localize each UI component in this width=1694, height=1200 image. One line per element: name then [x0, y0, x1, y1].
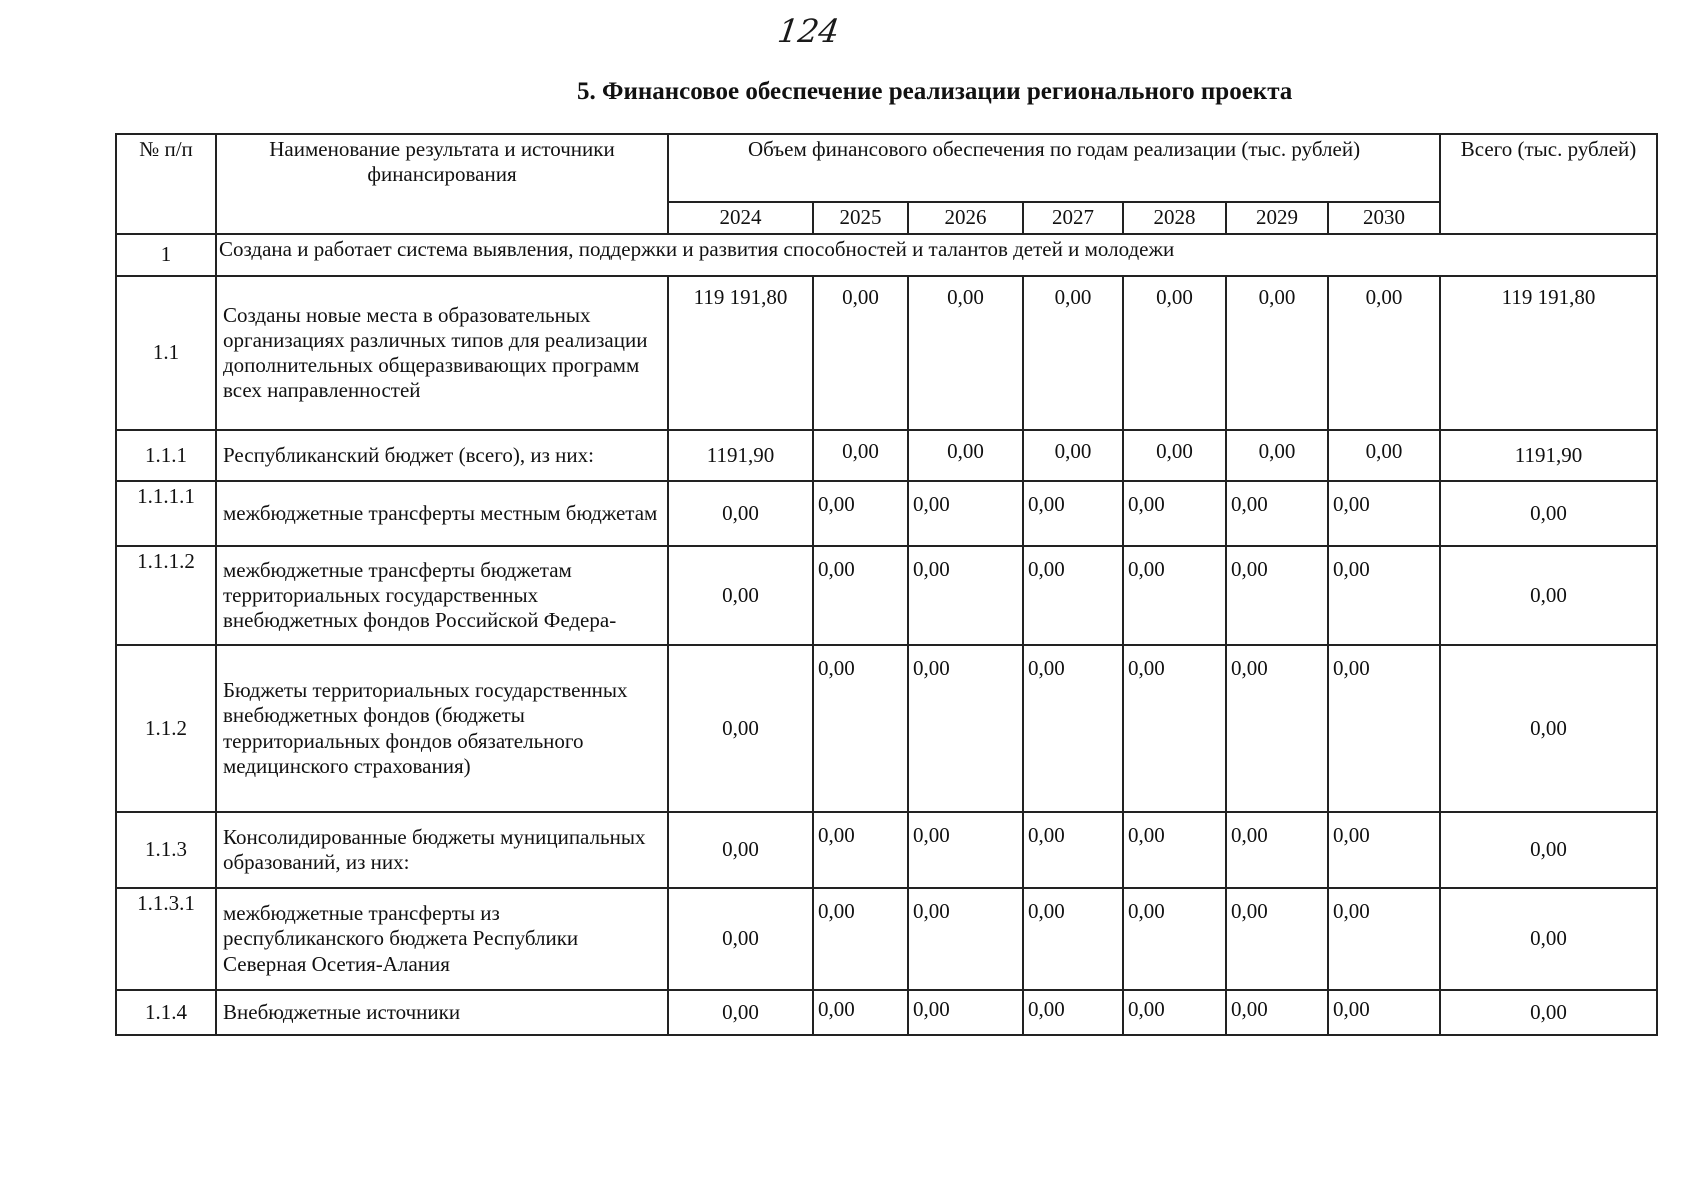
row-value: 0,00 — [1328, 546, 1440, 645]
header-year: 2026 — [908, 202, 1023, 234]
section-name: Создана и работает система выявления, поддержки и развития способностей и талантов детей и молодежи — [216, 234, 1657, 276]
row-value: 0,00 — [1023, 276, 1123, 430]
row-name: Созданы новые места в образовательных организациях различных типов для реализации дополнительных общеразвивающих программ всех направленностей — [216, 276, 668, 430]
row-value: 0,00 — [1123, 546, 1226, 645]
section-row — [116, 234, 1657, 276]
row-name: межбюджетные трансферты из республиканского бюджета Республики Северная Осетия-Алания — [216, 888, 668, 990]
row-value: 0,00 — [1226, 430, 1328, 481]
row-value: 0,00 — [668, 812, 813, 888]
row-value: 0,00 — [813, 430, 908, 481]
row-total: 0,00 — [1440, 645, 1657, 812]
row-value: 0,00 — [668, 888, 813, 990]
table-row — [116, 990, 1657, 1035]
row-num: 1.1.3 — [116, 812, 216, 888]
row-value: 0,00 — [1226, 546, 1328, 645]
row-value: 0,00 — [1023, 481, 1123, 546]
row-value: 0,00 — [813, 481, 908, 546]
row-value: 0,00 — [813, 546, 908, 645]
row-num: 1.1.1.1 — [116, 481, 216, 546]
row-total: 1191,90 — [1440, 430, 1657, 481]
table-row — [116, 546, 1657, 645]
row-value: 0,00 — [1123, 430, 1226, 481]
table-row — [116, 888, 1657, 990]
row-value: 0,00 — [1123, 276, 1226, 430]
header-year: 2028 — [1123, 202, 1226, 234]
table-row — [116, 812, 1657, 888]
row-total: 0,00 — [1440, 481, 1657, 546]
row-value: 0,00 — [1123, 888, 1226, 990]
row-num: 1.1 — [116, 276, 216, 430]
row-value: 1191,90 — [668, 430, 813, 481]
row-name: Консолидированные бюджеты муниципальных образований, из них: — [216, 812, 668, 888]
row-value: 0,00 — [1226, 990, 1328, 1035]
row-num: 1.1.3.1 — [116, 888, 216, 990]
row-value: 0,00 — [813, 990, 908, 1035]
row-value: 0,00 — [908, 481, 1023, 546]
row-value: 0,00 — [1023, 546, 1123, 645]
header-year: 2027 — [1023, 202, 1123, 234]
row-value: 0,00 — [908, 888, 1023, 990]
row-value: 0,00 — [813, 645, 908, 812]
row-value: 0,00 — [668, 645, 813, 812]
table-row — [116, 645, 1657, 812]
financing-table — [115, 133, 1658, 1036]
row-value: 0,00 — [1328, 812, 1440, 888]
row-value: 0,00 — [1328, 276, 1440, 430]
row-value: 0,00 — [908, 276, 1023, 430]
row-value: 0,00 — [1123, 812, 1226, 888]
row-name: Бюджеты территориальных государственных внебюджетных фондов (бюджеты территориальных фондов обязательного медицинского страхования) — [216, 645, 668, 812]
section-num: 1 — [116, 234, 216, 276]
row-value: 0,00 — [668, 481, 813, 546]
row-value: 0,00 — [1328, 888, 1440, 990]
row-value: 0,00 — [908, 990, 1023, 1035]
page-number: 124 — [775, 12, 842, 50]
row-total: 0,00 — [1440, 990, 1657, 1035]
row-value: 0,00 — [1123, 990, 1226, 1035]
row-value: 0,00 — [1226, 645, 1328, 812]
row-value: 0,00 — [668, 990, 813, 1035]
row-num: 1.1.1.2 — [116, 546, 216, 645]
row-num: 1.1.4 — [116, 990, 216, 1035]
row-value: 0,00 — [1226, 888, 1328, 990]
table-row — [116, 481, 1657, 546]
table-row — [116, 430, 1657, 481]
row-value: 0,00 — [1328, 481, 1440, 546]
row-num: 1.1.1 — [116, 430, 216, 481]
row-total: 119 191,80 — [1440, 276, 1657, 430]
row-value: 0,00 — [1226, 812, 1328, 888]
row-value: 0,00 — [1226, 481, 1328, 546]
row-value: 0,00 — [1226, 276, 1328, 430]
header-num: № п/п — [116, 134, 216, 234]
row-value: 0,00 — [1328, 990, 1440, 1035]
header-name: Наименование результата и источники финансирования — [216, 134, 668, 234]
header-year: 2029 — [1226, 202, 1328, 234]
row-total: 0,00 — [1440, 812, 1657, 888]
row-value: 0,00 — [1023, 990, 1123, 1035]
row-name: Республиканский бюджет (всего), из них: — [216, 430, 668, 481]
row-value: 0,00 — [1123, 481, 1226, 546]
page-title: 5. Финансовое обеспечение реализации регионального проекта — [577, 78, 1293, 105]
header-volume: Объем финансового обеспечения по годам реализации (тыс. рублей) — [668, 134, 1440, 202]
row-value: 0,00 — [1328, 645, 1440, 812]
row-value: 0,00 — [1023, 645, 1123, 812]
row-value: 0,00 — [1023, 430, 1123, 481]
row-total: 0,00 — [1440, 888, 1657, 990]
row-value: 0,00 — [668, 546, 813, 645]
row-value: 0,00 — [908, 645, 1023, 812]
row-value: 0,00 — [1328, 430, 1440, 481]
row-value: 0,00 — [1023, 888, 1123, 990]
row-value: 0,00 — [813, 812, 908, 888]
row-value: 0,00 — [908, 812, 1023, 888]
row-value: 0,00 — [1123, 645, 1226, 812]
row-value: 0,00 — [1023, 812, 1123, 888]
row-name: Внебюджетные источники — [216, 990, 668, 1035]
header-total: Всего (тыс. рублей) — [1440, 134, 1657, 234]
header-year: 2024 — [668, 202, 813, 234]
row-value: 119 191,80 — [668, 276, 813, 430]
row-name: межбюджетные трансферты местным бюджетам — [216, 481, 668, 546]
header-year: 2025 — [813, 202, 908, 234]
row-num: 1.1.2 — [116, 645, 216, 812]
table-row — [116, 276, 1657, 430]
row-value: 0,00 — [908, 430, 1023, 481]
header-year: 2030 — [1328, 202, 1440, 234]
row-value: 0,00 — [813, 276, 908, 430]
row-value: 0,00 — [813, 888, 908, 990]
row-value: 0,00 — [908, 546, 1023, 645]
row-name: межбюджетные трансферты бюджетам территориальных государственных внебюджетных фондов Российской Федера- — [216, 546, 668, 645]
row-total: 0,00 — [1440, 546, 1657, 645]
